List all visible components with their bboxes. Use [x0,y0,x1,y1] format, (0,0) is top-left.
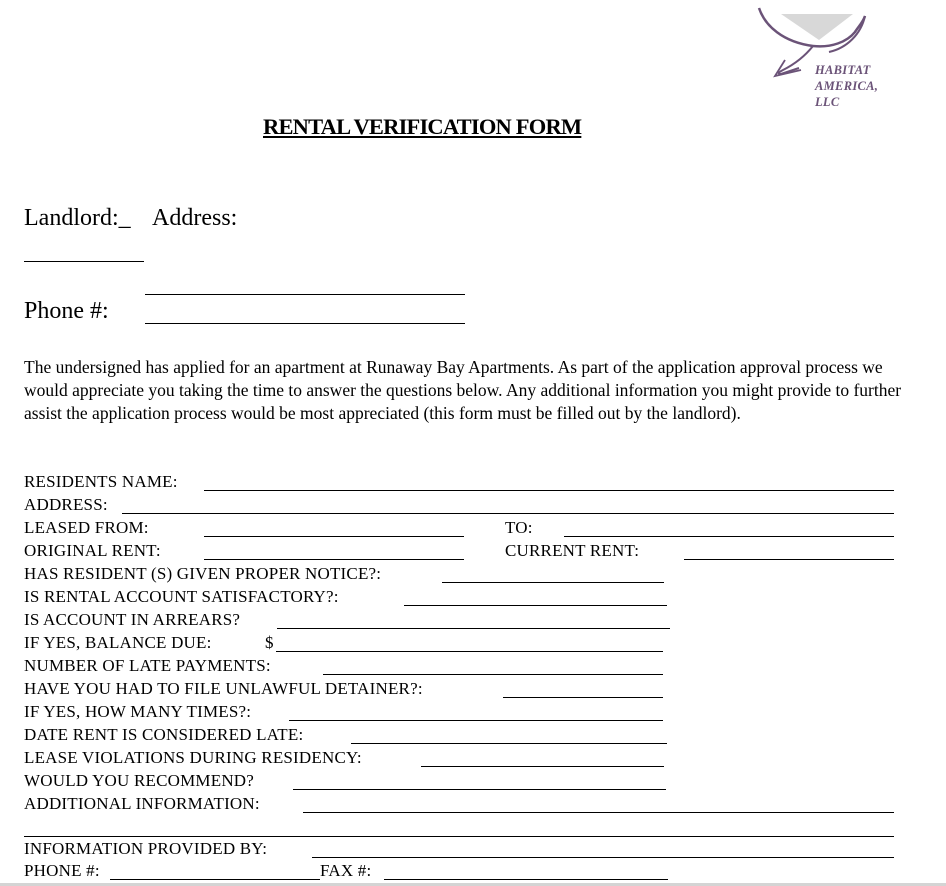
address-field-label: ADDRESS: [24,495,108,514]
unlawful-detainer-label: HAVE YOU HAD TO FILE UNLAWFUL DETAINER?: [24,679,423,698]
leased-from-label: LEASED FROM: [24,518,149,537]
account-satisfactory-label: IS RENTAL ACCOUNT SATISFACTORY?: [24,587,339,606]
balance-due-field[interactable] [276,651,663,652]
late-payments-field[interactable] [323,674,663,675]
late-payments-label: NUMBER OF LATE PAYMENTS: [24,656,271,675]
recommend-label: WOULD YOU RECOMMEND? [24,771,255,790]
lease-violations-label: LEASE VIOLATIONS DURING RESIDENCY: [24,748,362,767]
recommend-field[interactable] [293,789,666,790]
date-late-label: DATE RENT IS CONSIDERED LATE: [24,725,304,744]
original-rent-field[interactable] [204,559,464,560]
logo-line-1: HABITAT [815,63,871,77]
leased-from-field[interactable] [204,536,464,537]
unlawful-detainer-field[interactable] [503,697,663,698]
account-satisfactory-field[interactable] [404,605,667,606]
address-label: Address: [152,205,238,231]
additional-info-field-line-2[interactable] [24,836,894,837]
proper-notice-field[interactable] [442,582,664,583]
how-many-times-field[interactable] [289,720,663,721]
balance-due-label: IF YES, BALANCE DUE: [24,633,212,652]
residents-name-label: RESIDENTS NAME: [24,472,178,491]
fax-field[interactable] [384,879,668,880]
original-rent-label: ORIGINAL RENT: [24,541,161,560]
phone-field[interactable] [145,323,465,324]
lease-violations-field[interactable] [421,766,664,767]
currency-symbol: $ [265,633,274,652]
current-rent-label: CURRENT RENT: [505,541,640,560]
page-title: RENTAL VERIFICATION FORM [263,114,582,139]
phone-label: Phone #: [24,298,109,324]
additional-info-label: ADDITIONAL INFORMATION: [24,794,260,813]
phone-number-field[interactable] [110,879,320,880]
to-field[interactable] [564,536,894,537]
landlord-label: Landlord:_ [24,205,131,231]
date-late-field[interactable] [351,743,667,744]
to-label: TO: [505,518,533,537]
logo-line-3: LLC [815,95,840,109]
in-arrears-label: IS ACCOUNT IN ARREARS? [24,610,241,629]
fax-label: FAX #: [320,861,372,880]
logo-text [815,62,878,110]
residents-name-field[interactable] [204,490,894,491]
current-rent-field[interactable] [684,559,894,560]
provided-by-label: INFORMATION PROVIDED BY: [24,839,268,858]
proper-notice-label: HAS RESIDENT (S) GIVEN PROPER NOTICE?: [24,564,382,583]
additional-info-field[interactable] [303,812,894,813]
address-field[interactable] [145,294,465,295]
how-many-times-label: IF YES, HOW MANY TIMES?: [24,702,252,721]
provided-by-field[interactable] [312,857,894,858]
logo-line-2: AMERICA, [815,79,879,93]
intro-paragraph: The undersigned has applied for an apartment at Runaway Bay Apartments. As part of the application approval process we would appreciate you taking the time to answer the questions below. Any additional information you might provide to further assist the application process would be most appreciated (this form must be filled out by the landlord). [24,357,902,423]
in-arrears-field[interactable] [277,628,670,629]
landlord-field[interactable] [24,261,144,262]
phone-number-label: PHONE #: [24,861,100,880]
resident-address-field[interactable] [122,513,894,514]
